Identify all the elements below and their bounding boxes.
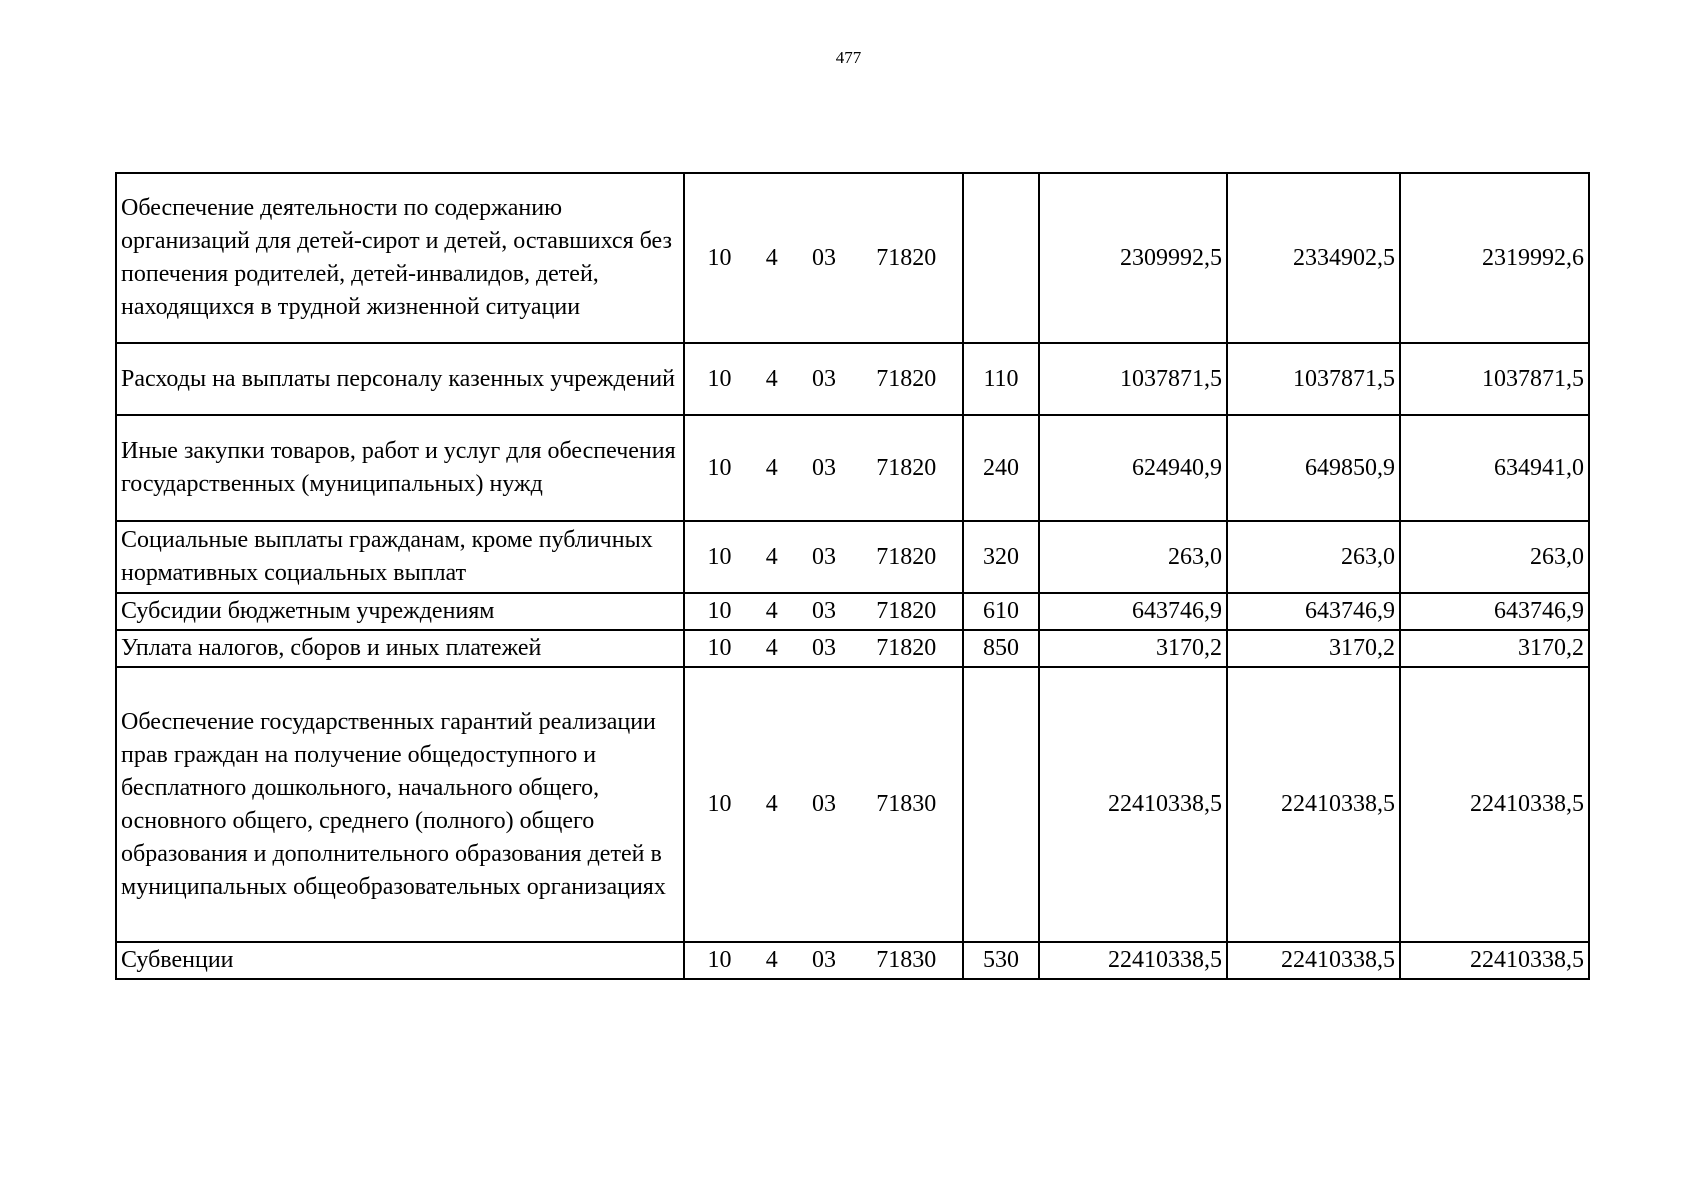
- sum-year-1: 624940,9: [1039, 415, 1227, 521]
- code-cell: [684, 667, 963, 942]
- row-name: Иные закупки товаров, работ и услуг для обеспечения государственных (муниципальных) нужд: [116, 415, 684, 521]
- csr-code: 71820: [876, 454, 937, 481]
- sum-year-1: 643746,9: [1039, 593, 1227, 630]
- csr-code: 71830: [876, 791, 937, 817]
- article-code: 03: [811, 543, 836, 570]
- podrazdel-code: 4: [765, 244, 778, 271]
- article-code: 03: [811, 454, 836, 481]
- table-row: [116, 667, 1589, 942]
- csr-code: 71820: [876, 244, 937, 271]
- sum-year-3: 3170,2: [1400, 630, 1589, 667]
- razdel-code: 10: [707, 947, 732, 973]
- podrazdel-code: 4: [765, 454, 778, 481]
- sum-year-3: 2319992,6: [1400, 173, 1589, 343]
- razdel-code: 10: [707, 598, 732, 624]
- sum-year-2: 649850,9: [1227, 415, 1400, 521]
- sum-year-1: 263,0: [1039, 521, 1227, 593]
- article-code: 03: [811, 365, 836, 392]
- sum-year-1: 22410338,5: [1039, 942, 1227, 979]
- csr-code: 71820: [876, 543, 937, 570]
- sum-year-3: 1037871,5: [1400, 343, 1589, 415]
- code-cell: [684, 630, 963, 667]
- sum-year-2: 643746,9: [1227, 593, 1400, 630]
- sum-year-3: 643746,9: [1400, 593, 1589, 630]
- sum-year-1: 3170,2: [1039, 630, 1227, 667]
- page-number: 477: [835, 48, 862, 67]
- sum-year-3: 634941,0: [1400, 415, 1589, 521]
- row-name: Социальные выплаты гражданам, кроме публичных нормативных социальных выплат: [116, 521, 684, 593]
- row-name: Расходы на выплаты персоналу казенных учреждений: [116, 343, 684, 415]
- sum-year-2: 3170,2: [1227, 630, 1400, 667]
- razdel-code: 10: [707, 244, 732, 271]
- csr-code: 71820: [876, 635, 937, 661]
- sum-year-1: 2309992,5: [1039, 173, 1227, 343]
- sum-year-2: 22410338,5: [1227, 942, 1400, 979]
- razdel-code: 10: [707, 791, 732, 817]
- podrazdel-code: 4: [765, 598, 778, 624]
- vr-code: 320: [963, 521, 1039, 593]
- vr-code: 240: [963, 415, 1039, 521]
- podrazdel-code: 4: [765, 791, 778, 817]
- code-cell: [684, 593, 963, 630]
- article-code: 03: [811, 598, 836, 624]
- sum-year-2: 1037871,5: [1227, 343, 1400, 415]
- code-cell: [684, 343, 963, 415]
- podrazdel-code: 4: [765, 543, 778, 570]
- code-cell: [684, 942, 963, 979]
- sum-year-3: 22410338,5: [1400, 667, 1589, 942]
- table-row: [116, 173, 1589, 343]
- code-cell: [684, 173, 963, 343]
- vr-code: 530: [963, 942, 1039, 979]
- sum-year-3: 263,0: [1400, 521, 1589, 593]
- vr-code: 610: [963, 593, 1039, 630]
- sum-year-2: 2334902,5: [1227, 173, 1400, 343]
- vr-code: [963, 173, 1039, 343]
- article-code: 03: [811, 947, 836, 973]
- podrazdel-code: 4: [765, 947, 778, 973]
- podrazdel-code: 4: [765, 635, 778, 661]
- podrazdel-code: 4: [765, 365, 778, 392]
- article-code: 03: [811, 635, 836, 661]
- row-name: Субсидии бюджетным учреждениям: [116, 593, 684, 630]
- csr-code: 71820: [876, 365, 937, 392]
- razdel-code: 10: [707, 635, 732, 661]
- table-row: [116, 521, 1589, 593]
- vr-code: 850: [963, 630, 1039, 667]
- row-name: Субвенции: [116, 942, 684, 979]
- code-cell: [684, 521, 963, 593]
- article-code: 03: [811, 791, 836, 817]
- razdel-code: 10: [707, 454, 732, 481]
- table-row: [116, 343, 1589, 415]
- table-row: [116, 593, 1589, 630]
- razdel-code: 10: [707, 365, 732, 392]
- vr-code: 110: [963, 343, 1039, 415]
- csr-code: 71830: [876, 947, 937, 973]
- table-row: [116, 942, 1589, 979]
- budget-table: [115, 172, 1590, 980]
- sum-year-3: 22410338,5: [1400, 942, 1589, 979]
- table-row: [116, 630, 1589, 667]
- code-cell: [684, 415, 963, 521]
- row-name: Обеспечение деятельности по содержанию организаций для детей-сирот и детей, оставшихся без попечения родителей, детей-инвалидов, детей, находящихся в трудной жизненной ситуации: [116, 173, 684, 343]
- razdel-code: 10: [707, 543, 732, 570]
- row-name: Обеспечение государственных гарантий реализации прав граждан на получение общедоступного и бесплатного дошкольного, начального общего, основного общего, среднего (полного) общего образования и дополнительного образования детей в муниципальных общеобразовательных организациях: [116, 667, 684, 942]
- sum-year-2: 22410338,5: [1227, 667, 1400, 942]
- sum-year-1: 1037871,5: [1039, 343, 1227, 415]
- sum-year-2: 263,0: [1227, 521, 1400, 593]
- article-code: 03: [811, 244, 836, 271]
- table-row: [116, 415, 1589, 521]
- sum-year-1: 22410338,5: [1039, 667, 1227, 942]
- vr-code: [963, 667, 1039, 942]
- row-name: Уплата налогов, сборов и иных платежей: [116, 630, 684, 667]
- csr-code: 71820: [876, 598, 937, 624]
